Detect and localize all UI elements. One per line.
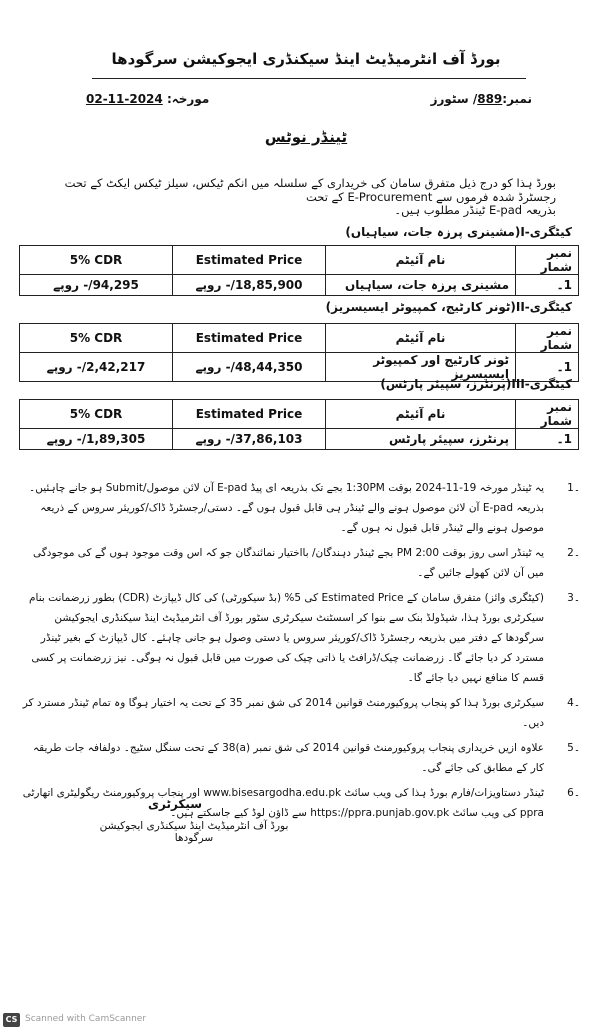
price-value: 48,44,350/- روپے (173, 353, 326, 382)
term-text: یہ ٹینڈر مورخہ 19-11-2024 بوقت 1:30PM بجے تک بذریعہ ای پیڈ E-pad آن لائن موصول/Submit ہو جانے چاہئیں۔ بذریعہ E-pad آن لائن موصول ہونے والے ٹینڈر ہی قابل قبول ہوں گے۔ دستی/رجسٹرڈ ڈاک/کوریئر سروس کے ذریعہ موصول ہونے والے ٹینڈر قابل قبول نہ ہوں گے۔ (29, 482, 544, 534)
table-row (20, 275, 579, 296)
col-item-name: نام آئیٹم (326, 246, 516, 275)
category-3-heading: کیٹگری-III(پرنٹرز، سپیئر پارٹس) (380, 377, 572, 391)
header-divider (92, 78, 526, 79)
intro-line-1: بورڈ ہذا کو درج ذیل متفرق سامان کی خریداری کے سلسلہ میں انکم ٹیکس، سیلز ٹیکس ایکٹ کے تحت رجسٹرڈ شدہ فرموں سے E-Procurement کے تحت (64, 176, 556, 204)
table-header-row (20, 246, 579, 275)
col-cdr: 5% CDR (20, 246, 173, 275)
category-2-table (19, 323, 579, 382)
term-text: (کیٹگری وائز) متفرق سامان کے Estimated Price کی 5% (بڈ سیکورٹی) کی کال ڈیپازٹ (CDR) بطور زرضمانت بنام سیکرٹری بورڈ ہذا، شیڈولڈ بنک سے بنوا کر اسسٹنٹ سیکرٹری سٹور بورڈ آف انٹرمیڈیٹ اینڈ سیکنڈری ایجوکیشن سرگودھا کے دفتر میں بذریعہ رجسٹرڈ ڈاک/کوریئر سروس یا دستی وصول ہو جانی چاہئے۔ کال ڈیپازٹ کے بغیر ٹینڈر مسترد کر دیا جائے گا۔ زرضمانت چیک/ڈرافٹ یا ذاتی چیک کی صورت میں قابل قبول نہ ہوگی۔ نیز زرضمانت پر کسی قسم کا منافع نہیں دیا جائے گا۔ (29, 592, 544, 684)
camscanner-logo-icon: CS (3, 1013, 20, 1027)
serial-number: 1۔ (516, 429, 579, 450)
term-text: ٹینڈر دستاویزات/فارم بورڈ ہذا کی ویب سائٹ www.bisesargodha.edu.pk اور پنجاب پروکیورمنٹ ریگولیٹری اتھارٹی ppra کی ویب سائٹ https://ppra.punjab.gov.pk سے ڈاؤن لوڈ کیے جاسکتے ہیں۔ (22, 787, 544, 819)
term-number: 4۔ (567, 697, 580, 709)
list-item (20, 478, 580, 538)
term-text: سیکرٹری بورڈ ہذا کو پنجاب پروکیورمنٹ قوانین 2014 کی شق نمبر 35 کے تحت یہ اختیار ہوگا وہ تمام ٹینڈر مسترد کر دیں۔ (22, 697, 544, 729)
ref-number: 889 (477, 92, 503, 106)
term-number: 2۔ (567, 547, 580, 559)
col-serial: نمبر شمار (516, 246, 579, 275)
category-1-table (19, 245, 579, 296)
ref-label: نمبر: (502, 92, 532, 106)
col-item-name: نام آئیٹم (326, 324, 516, 353)
item-name: پرنٹرز، سپیئر پارٹس (326, 429, 516, 450)
category-2-heading: کیٹگری-II(ٹونر کارٹیج، کمپیوٹر ایسیسریز) (325, 300, 572, 314)
list-item (20, 783, 580, 823)
list-item (20, 588, 580, 688)
term-number: 5۔ (567, 742, 580, 754)
reference-number (431, 92, 532, 106)
col-item-name: نام آئیٹم (326, 400, 516, 429)
cdr-value: 2,42,217/- روپے (20, 353, 173, 382)
item-name: مشینری پرزہ جات، سیاہیاں (326, 275, 516, 296)
col-cdr: 5% CDR (20, 324, 173, 353)
date-label: مورخہ: (166, 92, 210, 106)
signatory-title: سیکرٹری (148, 797, 203, 811)
list-item (20, 543, 580, 583)
term-text: یہ ٹینڈر اسی روز بوقت 2:00 PM بجے ٹینڈر دہندگان/ بااختیار نمائندگان جو کہ اس وقت موجود ہوں گے کی موجودگی میں آن لائن کھولے جائیں گے۔ (33, 547, 544, 579)
table-header-row (20, 400, 579, 429)
col-serial: نمبر شمار (516, 400, 579, 429)
category-3-table (19, 399, 579, 450)
serial-number: 1۔ (516, 275, 579, 296)
terms-list (20, 478, 580, 828)
notice-date (86, 92, 209, 106)
term-text: علاوہ ازیں خریداری پنجاب پروکیورمنٹ قوانین 2014 کی شق نمبر (a)38 کے تحت سنگل سٹیج۔ دولفافہ جات طریقہ کار کے مطابق کی جائے گی۔ (33, 742, 544, 774)
board-title: بورڈ آف انٹرمیڈیٹ اینڈ سیکنڈری ایجوکیشن سرگودھا (111, 50, 501, 68)
ref-suffix: / سٹورز (430, 92, 478, 106)
signatory-org: بورڈ آف انٹرمیڈیٹ اینڈ سیکنڈری ایجوکیشن سرگودھا (99, 820, 289, 844)
cdr-value: 1,89,305/- روپے (20, 429, 173, 450)
price-value: 37,86,103/- روپے (173, 429, 326, 450)
col-estimated-price: Estimated Price (173, 400, 326, 429)
table-row (20, 429, 579, 450)
date-value: 02-11-2024 (86, 92, 163, 106)
col-estimated-price: Estimated Price (173, 246, 326, 275)
intro-line-2: بذریعہ E-pad ٹینڈر مطلوب ہیں۔ (394, 203, 556, 217)
col-serial: نمبر شمار (516, 324, 579, 353)
col-cdr: 5% CDR (20, 400, 173, 429)
table-header-row (20, 324, 579, 353)
list-item (20, 738, 580, 778)
col-estimated-price: Estimated Price (173, 324, 326, 353)
term-number: 3۔ (567, 592, 580, 604)
item-name: ٹونر کارٹیج اور کمپیوٹر ایسیسریز (326, 353, 516, 382)
term-number: 6۔ (567, 787, 580, 799)
notice-title: ٹینڈر نوٹس (264, 128, 348, 146)
term-number: 1۔ (567, 482, 580, 494)
price-value: 18,85,900/- روپے (173, 275, 326, 296)
category-1-heading: کیٹگری-I(مشینری پرزہ جات، سیاہیاں) (345, 225, 572, 239)
list-item (20, 693, 580, 733)
scanner-watermark: Scanned with CamScanner (25, 1014, 147, 1024)
cdr-value: 94,295/- روپے (20, 275, 173, 296)
serial-number: 1۔ (516, 353, 579, 382)
